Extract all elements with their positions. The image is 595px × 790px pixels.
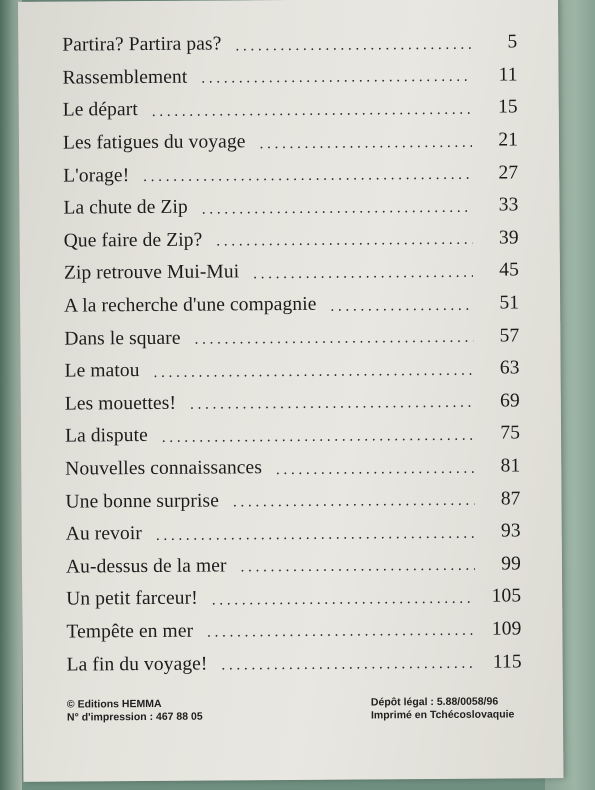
dot-leader <box>190 395 474 414</box>
dot-leader <box>207 623 475 642</box>
toc-row <box>65 483 520 519</box>
toc-row <box>64 287 519 323</box>
page-number: 63 <box>499 357 520 379</box>
page-number: 45 <box>499 259 519 281</box>
chapter-title: Au-dessus de la mer <box>65 555 227 578</box>
chapter-title: A la recherche d'une compagnie <box>64 293 317 317</box>
page-number: 39 <box>498 227 519 249</box>
page-number: 21 <box>498 129 519 151</box>
toc-row <box>64 320 519 356</box>
chapter-title: L'orage! <box>63 164 130 187</box>
chapter-title: Dans le square <box>64 327 181 350</box>
page-number: 33 <box>498 194 519 216</box>
dot-leader <box>154 362 474 381</box>
chapter-title: La dispute <box>64 425 148 447</box>
toc-row <box>65 385 520 421</box>
dot-leader <box>152 102 472 121</box>
page-number: 87 <box>500 487 521 510</box>
dot-leader <box>330 297 473 315</box>
page-number: 27 <box>498 162 519 184</box>
dot-leader <box>143 167 472 186</box>
toc-row <box>64 222 519 258</box>
table-of-contents <box>62 26 522 681</box>
toc-row <box>66 515 521 551</box>
page-number: 93 <box>500 520 521 542</box>
toc-row <box>65 418 520 454</box>
dot-leader <box>202 199 473 218</box>
page-number: 105 <box>491 585 522 607</box>
toc-row <box>62 26 517 62</box>
page-number: 69 <box>500 390 520 412</box>
page-number: 5 <box>507 31 518 53</box>
chapter-title: Partira? Partira pas? <box>62 33 222 56</box>
toc-row <box>63 189 518 225</box>
dot-leader <box>162 428 474 447</box>
dot-leader <box>235 37 471 56</box>
chapter-title: Que faire de Zip? <box>63 229 203 252</box>
toc-row <box>63 124 518 160</box>
printed-in-line: Imprimé en Tchécoslovaquie <box>370 708 515 722</box>
dot-leader <box>276 460 474 478</box>
dot-leader <box>240 558 475 577</box>
dot-leader <box>156 525 475 544</box>
dot-leader <box>233 493 475 512</box>
chapter-title: La fin du voyage! <box>66 653 208 676</box>
chapter-title: Le matou <box>64 360 140 382</box>
toc-row <box>62 59 517 95</box>
dot-leader <box>212 591 475 610</box>
page-number: 15 <box>497 96 518 119</box>
page-number: 109 <box>491 618 522 640</box>
imprint-left <box>67 698 203 725</box>
chapter-title: Un petit farceur! <box>66 588 198 610</box>
page-number: 75 <box>500 422 521 444</box>
publisher-line: © Editions HEMMA <box>66 697 162 711</box>
book-page <box>18 0 563 782</box>
chapter-title: Une bonne surprise <box>65 490 220 513</box>
chapter-title: Tempête en mer <box>66 620 194 643</box>
chapter-title: Les fatigues du voyage <box>62 131 246 154</box>
toc-row <box>64 352 519 388</box>
toc-row <box>65 450 520 486</box>
page-number: 115 <box>492 650 522 673</box>
print-number-line: N° d'impression : 467 88 05 <box>66 710 203 724</box>
chapter-title: Nouvelles connaissances <box>65 457 263 480</box>
imprint-footer <box>66 695 515 724</box>
dot-leader <box>253 265 473 284</box>
dot-leader <box>216 232 472 251</box>
chapter-title: Au revoir <box>65 523 142 545</box>
toc-row <box>66 580 521 616</box>
chapter-title: La chute de Zip <box>63 196 188 219</box>
chapter-title: Le départ <box>62 99 138 122</box>
toc-row <box>66 613 521 649</box>
chapter-title: Rassemblement <box>62 66 188 89</box>
toc-row <box>63 92 518 128</box>
page-number: 99 <box>501 553 522 575</box>
toc-row <box>63 157 518 193</box>
page-number: 51 <box>499 292 520 314</box>
imprint-right <box>371 695 515 722</box>
dot-leader <box>201 69 471 88</box>
chapter-title: Les mouettes! <box>64 392 177 415</box>
page-number: 57 <box>499 325 520 347</box>
page-number: 81 <box>500 455 521 477</box>
toc-row <box>67 646 522 682</box>
toc-row <box>64 255 519 291</box>
page-number: 11 <box>498 64 518 86</box>
legal-deposit-line: Dépôt légal : 5.88/0058/96 <box>370 695 499 709</box>
toc-row <box>66 548 521 584</box>
dot-leader <box>221 656 475 675</box>
dot-leader <box>259 134 472 152</box>
dot-leader <box>195 330 474 349</box>
chapter-title: Zip retrouve Mui-Mui <box>63 261 240 285</box>
